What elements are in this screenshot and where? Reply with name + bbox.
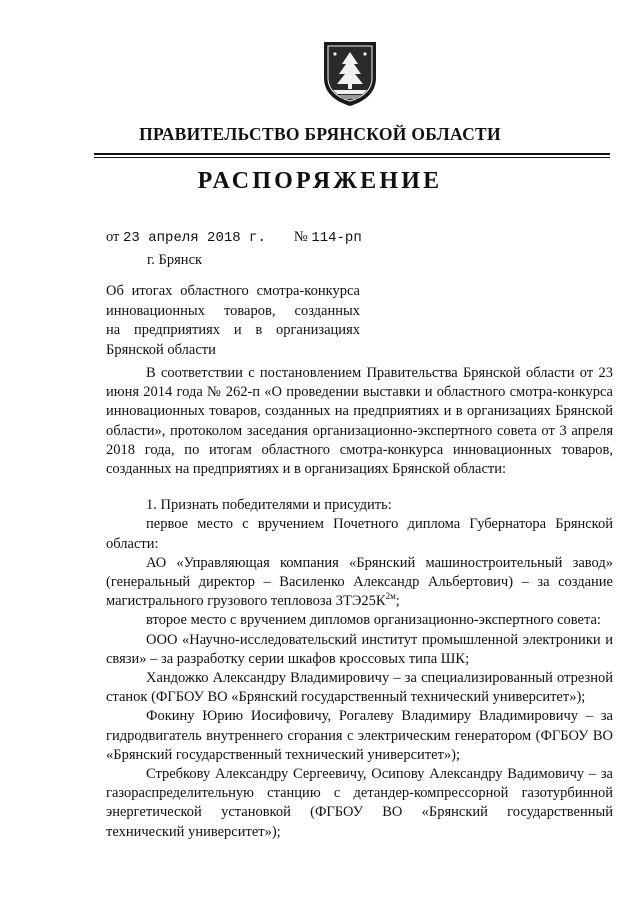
document-type-title: РАСПОРЯЖЕНИЕ	[197, 168, 443, 194]
first-place-intro: первое место с вручением Почетного диплома Губернатора Брянской области:	[106, 516, 613, 552]
organization-title: ПРАВИТЕЛЬСТВО БРЯНСКОЙ ОБЛАСТИ	[139, 124, 501, 144]
header-divider-thick	[94, 153, 610, 155]
second-place-winner: Хандожко Александру Владимировичу – за специализированный отрезной станок (ФГБОУ ВО «Брянский государственный технический университет»);	[106, 670, 613, 706]
second-place-intro: второе место с вручением дипломов организационно-экспертного совета:	[146, 612, 601, 629]
subject-line: Об итогах областного смотра-конкурса	[106, 283, 360, 299]
first-place-winner-text: АО «Управляющая компания «Брянский машиностроительный завод» (генеральный директор – Василенко Александр Альбертович) – за создание магистрального грузового тепловоза 3ТЭ25К	[106, 554, 613, 610]
document-number: 114-рп	[311, 230, 362, 246]
document-body	[106, 364, 613, 842]
locomotive-index-superscript: 2м	[385, 591, 396, 602]
document-date: 23 апреля 2018 г.	[123, 230, 266, 246]
date-prefix: от	[106, 229, 120, 245]
first-place-winner	[106, 554, 613, 612]
issuing-city: г. Брянск	[147, 252, 203, 268]
number-prefix: №	[293, 229, 308, 245]
preamble-paragraph: В соответствии с постановлением Правительства Брянской области от 23 июня 2014 года № 262-п «О проведении выставки и областного смотра-конкурса инновационных товаров, созданных на предприятиях и в организациях Брянской области», протоколом заседания организационно-экспертного совета от 3 апреля 2018 года, по итогам областного смотра-конкурса инновационных товаров, созданных на предприятиях и в организациях Брянской области:	[106, 365, 613, 478]
subject-line: инновационных товаров, созданных	[106, 302, 360, 319]
header-divider-thin	[94, 157, 610, 158]
first-place-winner-end: ;	[395, 593, 400, 610]
coat-of-arms-icon	[319, 38, 381, 108]
second-place-winner: Фокину Юрию Иосифовичу, Рогалеву Владимиру Владимировичу – за гидродвигатель внутреннего сгорания с электрическим генератором (ФГБОУ ВО «Брянский государственный технический университет»);	[106, 708, 613, 763]
second-place-winner: ООО «Научно-исследовательский институт промышленной электроники и связи» – за разработку серии шкафов кроссовых типа ШК;	[106, 631, 613, 667]
date-number-line	[106, 229, 362, 246]
subject-line: Брянской области	[106, 341, 216, 358]
document-subject	[106, 282, 360, 360]
subject-line: на предприятиях и в организациях	[106, 322, 360, 339]
second-place-winner: Стребкову Александру Сергеевичу, Осипову Александру Вадимовичу – за газораспределительную станцию с детандер-компрессорной газотурбинной энергетической установкой (ФГБОУ ВО «Брянский государственный технический университет»);	[106, 766, 613, 840]
item-heading: 1. Признать победителями и присудить:	[146, 497, 392, 514]
